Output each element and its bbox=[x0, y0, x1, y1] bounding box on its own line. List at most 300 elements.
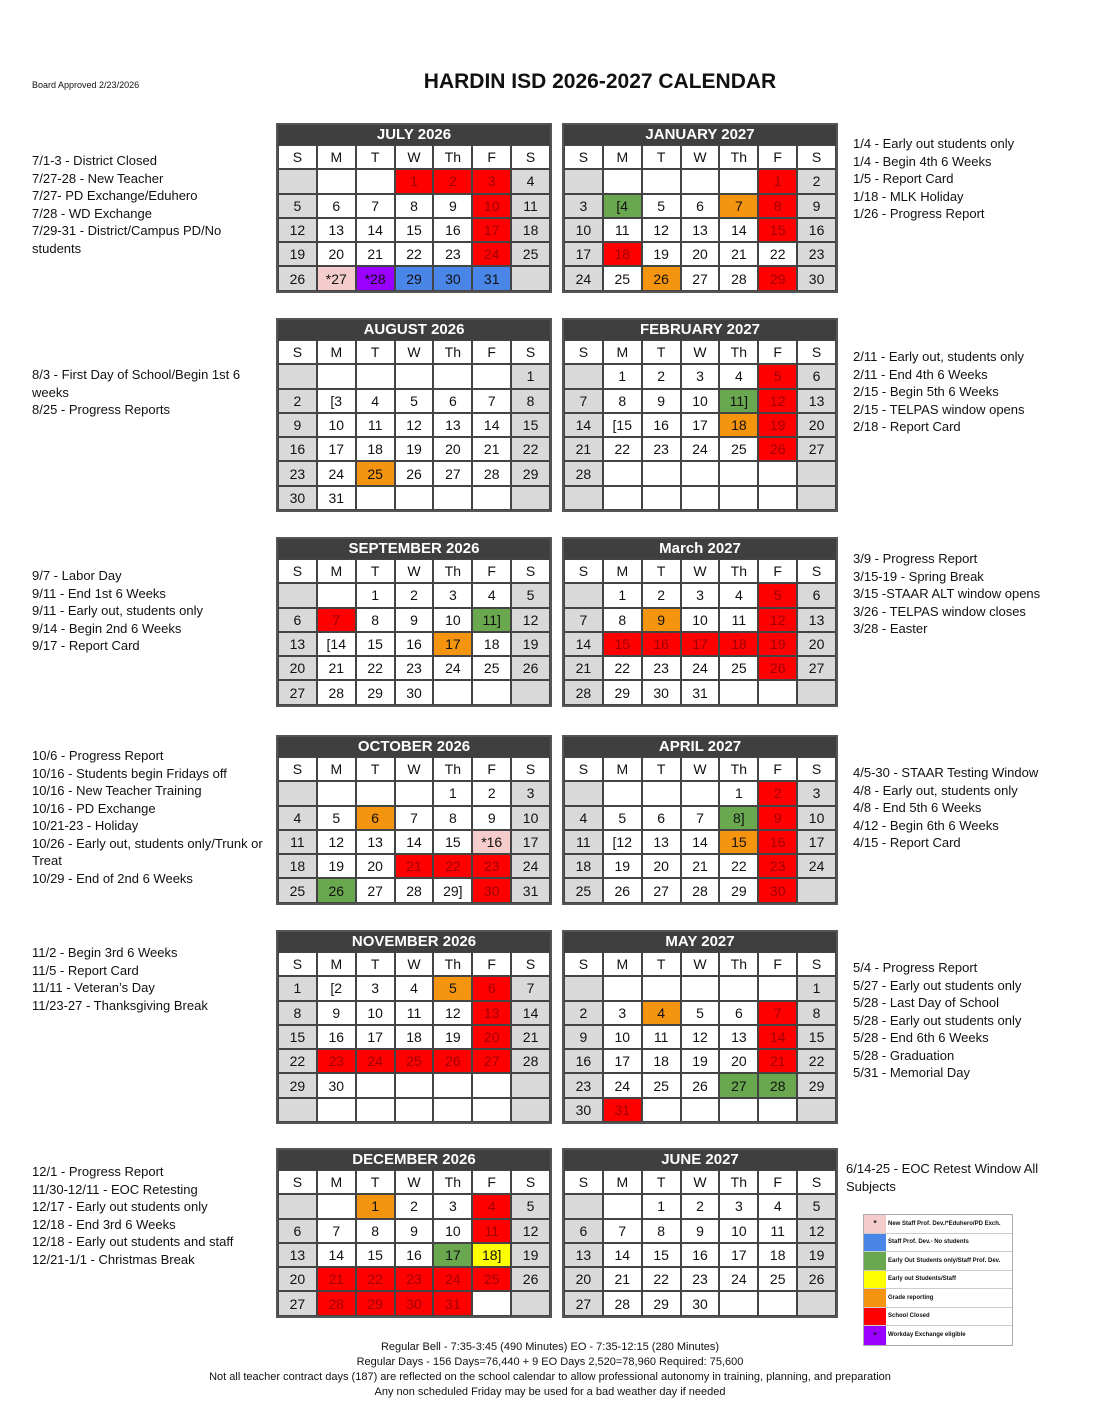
day-cell: 21 bbox=[603, 1267, 642, 1291]
events-list-left: 11/2 - Begin 3rd 6 Weeks 11/5 - Report Card 11/11 - Veteran’s Day 11/23-27 - Thanksgiving Break bbox=[32, 945, 208, 1013]
day-cell: 11 bbox=[642, 1025, 681, 1049]
day-cell: 8 bbox=[797, 1001, 836, 1025]
day-cell: 3 bbox=[433, 583, 472, 607]
day-cell: 21 bbox=[317, 656, 356, 680]
day-cell: 9 bbox=[395, 608, 434, 632]
day-cell: 10 bbox=[356, 1001, 395, 1025]
day-cell: 22 bbox=[278, 1049, 317, 1073]
weekday-header: M bbox=[603, 559, 642, 583]
day-cell: 12 bbox=[511, 1219, 550, 1243]
day-cell: 31 bbox=[603, 1098, 642, 1122]
day-cell: 26 bbox=[642, 266, 681, 290]
weekday-header: M bbox=[317, 1170, 356, 1194]
events-list-right: 1/4 - Early out students only 1/4 - Begin 4th 6 Weeks 1/5 - Report Card 1/18 - MLK Holiday 1/26 - Progress Report bbox=[853, 136, 1015, 221]
footer-line: Any non scheduled Friday may be used for a bad weather day if needed bbox=[374, 1386, 726, 1398]
day-cell: 20 bbox=[278, 1267, 317, 1291]
day-cell: 17 bbox=[681, 632, 720, 656]
legend-swatch bbox=[864, 1252, 886, 1270]
month-calendar bbox=[562, 537, 838, 707]
day-cell: 1 bbox=[356, 1194, 395, 1218]
day-cell: 26 bbox=[278, 266, 317, 290]
day-cell: 23 bbox=[433, 242, 472, 266]
day-cell: 24 bbox=[719, 1267, 758, 1291]
day-cell: 4 bbox=[472, 583, 511, 607]
day-cell: 8] bbox=[719, 806, 758, 830]
day-cell: 1 bbox=[642, 1194, 681, 1218]
day-cell: 19 bbox=[511, 1243, 550, 1267]
day-cell: 25 bbox=[278, 878, 317, 902]
day-cell bbox=[278, 781, 317, 805]
day-cell: 7 bbox=[564, 608, 603, 632]
day-cell: 28 bbox=[317, 1291, 356, 1315]
day-cell: 16 bbox=[317, 1025, 356, 1049]
day-cell: 28 bbox=[317, 680, 356, 704]
day-cell: 15 bbox=[356, 1243, 395, 1267]
day-cell: 27 bbox=[719, 1073, 758, 1097]
month-grid bbox=[564, 1170, 836, 1316]
day-cell: 10 bbox=[472, 194, 511, 218]
day-cell: 29 bbox=[758, 266, 797, 290]
day-cell: 19 bbox=[433, 1025, 472, 1049]
weekday-header: S bbox=[511, 952, 550, 976]
weekday-header: S bbox=[797, 340, 836, 364]
weekday-header: S bbox=[278, 145, 317, 169]
weekday-header: Th bbox=[433, 952, 472, 976]
month-grid bbox=[564, 559, 836, 705]
day-cell bbox=[356, 169, 395, 193]
day-cell: 23 bbox=[472, 854, 511, 878]
month-title: SEPTEMBER 2026 bbox=[278, 539, 550, 559]
day-cell: 28 bbox=[395, 878, 434, 902]
weekday-header: S bbox=[797, 1170, 836, 1194]
day-cell: 30 bbox=[472, 878, 511, 902]
day-cell: 25 bbox=[642, 1073, 681, 1097]
weekday-header: S bbox=[797, 145, 836, 169]
day-cell bbox=[278, 583, 317, 607]
day-cell: [4 bbox=[603, 194, 642, 218]
day-cell bbox=[681, 461, 720, 485]
day-cell bbox=[356, 486, 395, 510]
day-cell: 18 bbox=[719, 413, 758, 437]
day-cell: 26 bbox=[603, 878, 642, 902]
legend-label: Early out Students/Staff bbox=[888, 1276, 957, 1283]
day-cell: 4 bbox=[719, 364, 758, 388]
day-cell: 18 bbox=[278, 854, 317, 878]
day-cell: 20 bbox=[642, 854, 681, 878]
day-cell: 25 bbox=[603, 266, 642, 290]
day-cell: 2 bbox=[395, 1194, 434, 1218]
day-cell: 1 bbox=[356, 583, 395, 607]
day-cell bbox=[317, 364, 356, 388]
day-cell: 14 bbox=[356, 218, 395, 242]
day-cell: 6 bbox=[317, 194, 356, 218]
day-cell: 13 bbox=[278, 1243, 317, 1267]
weekday-header: M bbox=[603, 145, 642, 169]
weekday-header: F bbox=[472, 145, 511, 169]
weekday-header: F bbox=[472, 1170, 511, 1194]
day-cell: 13 bbox=[719, 1025, 758, 1049]
day-cell bbox=[317, 781, 356, 805]
day-cell: 13 bbox=[642, 830, 681, 854]
day-cell: 5 bbox=[433, 976, 472, 1000]
day-cell: 14 bbox=[395, 830, 434, 854]
day-cell: 17 bbox=[356, 1025, 395, 1049]
day-cell bbox=[472, 1291, 511, 1315]
weekday-header: M bbox=[603, 757, 642, 781]
day-cell: 15 bbox=[511, 413, 550, 437]
color-legend bbox=[863, 1214, 1013, 1346]
day-cell bbox=[642, 461, 681, 485]
day-cell bbox=[317, 1098, 356, 1122]
day-cell: 22 bbox=[395, 242, 434, 266]
day-cell: 14 bbox=[564, 632, 603, 656]
day-cell bbox=[564, 169, 603, 193]
day-cell: 18 bbox=[603, 242, 642, 266]
month-calendar bbox=[276, 735, 552, 905]
day-cell: 26 bbox=[317, 878, 356, 902]
day-cell: 21 bbox=[564, 437, 603, 461]
day-cell bbox=[719, 486, 758, 510]
day-cell: 15 bbox=[433, 830, 472, 854]
weekday-header: F bbox=[758, 1170, 797, 1194]
day-cell: 9 bbox=[681, 1219, 720, 1243]
day-cell bbox=[356, 1098, 395, 1122]
day-cell bbox=[433, 364, 472, 388]
legend-label: Grade reporting bbox=[888, 1294, 934, 1301]
day-cell: 20 bbox=[472, 1025, 511, 1049]
day-cell: 24 bbox=[681, 437, 720, 461]
day-cell: 22 bbox=[603, 437, 642, 461]
day-cell bbox=[395, 1073, 434, 1097]
day-cell: 16 bbox=[642, 632, 681, 656]
weekday-header: W bbox=[395, 340, 434, 364]
day-cell: 4 bbox=[642, 1001, 681, 1025]
weekday-header: T bbox=[356, 1170, 395, 1194]
day-cell: 17 bbox=[317, 437, 356, 461]
day-cell: 31 bbox=[472, 266, 511, 290]
day-cell: 18 bbox=[758, 1243, 797, 1267]
day-cell: 7 bbox=[472, 389, 511, 413]
day-cell: 25 bbox=[472, 1267, 511, 1291]
day-cell: 13 bbox=[797, 608, 836, 632]
weekday-header: F bbox=[758, 757, 797, 781]
weekday-header: S bbox=[278, 340, 317, 364]
day-cell: 14 bbox=[317, 1243, 356, 1267]
month-title: FEBRUARY 2027 bbox=[564, 320, 836, 340]
day-cell: 25 bbox=[758, 1267, 797, 1291]
day-cell: 23 bbox=[642, 656, 681, 680]
day-cell bbox=[472, 1073, 511, 1097]
day-cell: 6 bbox=[356, 806, 395, 830]
day-cell bbox=[472, 486, 511, 510]
day-cell: 30 bbox=[433, 266, 472, 290]
weekday-header: Th bbox=[719, 757, 758, 781]
day-cell bbox=[797, 1098, 836, 1122]
weekday-header: W bbox=[681, 340, 720, 364]
month-calendar bbox=[562, 930, 838, 1124]
day-cell: 5 bbox=[511, 1194, 550, 1218]
events-list-right: 4/5-30 - STAAR Testing Window 4/8 - Early out, students only 4/8 - End 5th 6 Weeks 4/12 - Begin 6th 6 Weeks 4/15 - Report Card bbox=[853, 765, 1039, 850]
day-cell bbox=[356, 364, 395, 388]
weekday-header: T bbox=[642, 1170, 681, 1194]
day-cell: 1 bbox=[511, 364, 550, 388]
legend-swatch: * bbox=[864, 1326, 886, 1345]
day-cell: 26 bbox=[433, 1049, 472, 1073]
day-cell: 5 bbox=[642, 194, 681, 218]
day-cell: 11 bbox=[472, 1219, 511, 1243]
day-cell: 2 bbox=[278, 389, 317, 413]
day-cell: 13 bbox=[278, 632, 317, 656]
day-cell: 22 bbox=[719, 854, 758, 878]
footer bbox=[0, 1340, 1100, 1400]
weekday-header: F bbox=[758, 340, 797, 364]
day-cell: 11 bbox=[395, 1001, 434, 1025]
day-cell: 6 bbox=[681, 194, 720, 218]
day-cell bbox=[317, 1194, 356, 1218]
day-cell: 31 bbox=[511, 878, 550, 902]
day-cell: 13 bbox=[317, 218, 356, 242]
day-cell: 22 bbox=[758, 242, 797, 266]
weekday-header: T bbox=[642, 145, 681, 169]
day-cell: 1 bbox=[433, 781, 472, 805]
day-cell: 9 bbox=[797, 194, 836, 218]
day-cell: 4 bbox=[511, 169, 550, 193]
weekday-header: W bbox=[395, 145, 434, 169]
day-cell: 24 bbox=[433, 1267, 472, 1291]
day-cell: 17 bbox=[433, 632, 472, 656]
day-cell: 22 bbox=[642, 1267, 681, 1291]
day-cell: 1 bbox=[797, 976, 836, 1000]
month-title: OCTOBER 2026 bbox=[278, 737, 550, 757]
day-cell: 6 bbox=[278, 1219, 317, 1243]
day-cell bbox=[356, 1073, 395, 1097]
day-cell bbox=[511, 486, 550, 510]
day-cell bbox=[564, 364, 603, 388]
day-cell bbox=[395, 486, 434, 510]
weekday-header: S bbox=[278, 559, 317, 583]
footer-line: Regular Days - 156 Days=76,440 + 9 EO Days 2,520=78,960 Required: 75,600 bbox=[356, 1356, 744, 1368]
day-cell: 10 bbox=[564, 218, 603, 242]
day-cell: 29 bbox=[395, 266, 434, 290]
weekday-header: S bbox=[564, 145, 603, 169]
weekday-header: T bbox=[356, 145, 395, 169]
day-cell: 12 bbox=[278, 218, 317, 242]
events-list-left: 8/3 - First Day of School/Begin 1st 6 weeks 8/25 - Progress Reports bbox=[32, 367, 241, 417]
day-cell: 16 bbox=[681, 1243, 720, 1267]
day-cell: 28 bbox=[758, 1073, 797, 1097]
day-cell: 30 bbox=[642, 680, 681, 704]
day-cell bbox=[564, 976, 603, 1000]
day-cell bbox=[758, 1291, 797, 1315]
day-cell bbox=[758, 1098, 797, 1122]
day-cell bbox=[681, 781, 720, 805]
day-cell: 23 bbox=[278, 461, 317, 485]
day-cell: 13 bbox=[472, 1001, 511, 1025]
day-cell: 11 bbox=[603, 218, 642, 242]
day-cell: 28 bbox=[511, 1049, 550, 1073]
day-cell: 30 bbox=[758, 878, 797, 902]
day-cell: 16 bbox=[797, 218, 836, 242]
month-title: NOVEMBER 2026 bbox=[278, 932, 550, 952]
day-cell: 26 bbox=[511, 1267, 550, 1291]
day-cell: 8 bbox=[642, 1219, 681, 1243]
day-cell: 8 bbox=[356, 1219, 395, 1243]
weekday-header: M bbox=[317, 952, 356, 976]
day-cell: 15 bbox=[719, 830, 758, 854]
board-approved-date: Board Approved 2/23/2026 bbox=[32, 80, 140, 90]
day-cell bbox=[719, 976, 758, 1000]
day-cell: 3 bbox=[681, 583, 720, 607]
day-cell bbox=[472, 680, 511, 704]
day-cell: 10 bbox=[719, 1219, 758, 1243]
legend-item bbox=[864, 1271, 1012, 1290]
month-title: JULY 2026 bbox=[278, 125, 550, 145]
day-cell bbox=[681, 1098, 720, 1122]
day-cell bbox=[797, 680, 836, 704]
day-cell bbox=[433, 1098, 472, 1122]
month-grid bbox=[564, 340, 836, 510]
day-cell: 16 bbox=[395, 1243, 434, 1267]
weekday-header: T bbox=[642, 559, 681, 583]
day-cell: 28 bbox=[564, 461, 603, 485]
month-grid bbox=[278, 340, 550, 510]
day-cell: 8 bbox=[395, 194, 434, 218]
day-cell: 17 bbox=[472, 218, 511, 242]
day-cell: 2 bbox=[564, 1001, 603, 1025]
day-cell: 10 bbox=[511, 806, 550, 830]
day-cell: 30 bbox=[564, 1098, 603, 1122]
day-cell: 18 bbox=[395, 1025, 434, 1049]
day-cell: 30 bbox=[395, 1291, 434, 1315]
day-cell: 1 bbox=[603, 583, 642, 607]
day-cell: 29 bbox=[278, 1073, 317, 1097]
day-cell: 24 bbox=[564, 266, 603, 290]
day-cell: 16 bbox=[758, 830, 797, 854]
day-cell: 9 bbox=[472, 806, 511, 830]
month-title: JUNE 2027 bbox=[564, 1150, 836, 1170]
day-cell: 3 bbox=[719, 1194, 758, 1218]
day-cell bbox=[719, 461, 758, 485]
weekday-header: T bbox=[356, 340, 395, 364]
day-cell: 10 bbox=[433, 1219, 472, 1243]
day-cell: 24 bbox=[433, 656, 472, 680]
day-cell: 8 bbox=[603, 608, 642, 632]
weekday-header: S bbox=[564, 952, 603, 976]
weekday-header: F bbox=[758, 952, 797, 976]
day-cell: 10 bbox=[681, 608, 720, 632]
day-cell: 19 bbox=[681, 1049, 720, 1073]
day-cell: 21 bbox=[719, 242, 758, 266]
day-cell: 17 bbox=[564, 242, 603, 266]
day-cell: 23 bbox=[317, 1049, 356, 1073]
legend-swatch bbox=[864, 1289, 886, 1307]
day-cell: 14 bbox=[564, 413, 603, 437]
footer-line: Not all teacher contract days (187) are reflected on the school calendar to allow professional autonomy in training, planning, and preparation bbox=[209, 1371, 891, 1383]
day-cell bbox=[603, 781, 642, 805]
month-grid bbox=[278, 1170, 550, 1316]
day-cell bbox=[719, 1291, 758, 1315]
day-cell: 6 bbox=[642, 806, 681, 830]
day-cell: 23 bbox=[758, 854, 797, 878]
day-cell: 28 bbox=[681, 878, 720, 902]
day-cell: 19 bbox=[317, 854, 356, 878]
day-cell: 21 bbox=[356, 242, 395, 266]
weekday-header: M bbox=[317, 559, 356, 583]
day-cell: 9 bbox=[564, 1025, 603, 1049]
day-cell: 4 bbox=[356, 389, 395, 413]
day-cell: 12 bbox=[681, 1025, 720, 1049]
day-cell: 21 bbox=[472, 437, 511, 461]
day-cell: 3 bbox=[681, 364, 720, 388]
day-cell: 17 bbox=[719, 1243, 758, 1267]
weekday-header: F bbox=[758, 559, 797, 583]
day-cell bbox=[395, 1098, 434, 1122]
day-cell bbox=[511, 1073, 550, 1097]
weekday-header: T bbox=[356, 952, 395, 976]
day-cell: 19 bbox=[642, 242, 681, 266]
day-cell: 20 bbox=[278, 656, 317, 680]
day-cell: 26 bbox=[681, 1073, 720, 1097]
month-calendar bbox=[276, 123, 552, 293]
weekday-header: W bbox=[395, 1170, 434, 1194]
legend-item bbox=[864, 1234, 1012, 1253]
day-cell: 13 bbox=[433, 413, 472, 437]
day-cell: 7 bbox=[758, 1001, 797, 1025]
day-cell bbox=[511, 1291, 550, 1315]
day-cell bbox=[278, 169, 317, 193]
day-cell: 20 bbox=[317, 242, 356, 266]
day-cell: 13 bbox=[681, 218, 720, 242]
day-cell: 20 bbox=[681, 242, 720, 266]
day-cell bbox=[642, 781, 681, 805]
weekday-header: Th bbox=[719, 1170, 758, 1194]
day-cell: 21 bbox=[564, 656, 603, 680]
day-cell: 25 bbox=[356, 461, 395, 485]
day-cell: 7 bbox=[511, 976, 550, 1000]
day-cell: 11] bbox=[472, 608, 511, 632]
day-cell: 30 bbox=[317, 1073, 356, 1097]
day-cell: 10 bbox=[681, 389, 720, 413]
day-cell: 17 bbox=[681, 413, 720, 437]
day-cell: 19 bbox=[603, 854, 642, 878]
day-cell: 16 bbox=[433, 218, 472, 242]
day-cell: 17 bbox=[511, 830, 550, 854]
weekday-header: Th bbox=[719, 559, 758, 583]
day-cell: 30 bbox=[681, 1291, 720, 1315]
day-cell bbox=[278, 1098, 317, 1122]
weekday-header: S bbox=[511, 559, 550, 583]
day-cell: *27 bbox=[317, 266, 356, 290]
weekday-header: Th bbox=[433, 757, 472, 781]
month-title: MAY 2027 bbox=[564, 932, 836, 952]
day-cell: 24 bbox=[356, 1049, 395, 1073]
day-cell: 20 bbox=[797, 413, 836, 437]
weekday-header: Th bbox=[433, 559, 472, 583]
day-cell: 28 bbox=[719, 266, 758, 290]
day-cell: 8 bbox=[278, 1001, 317, 1025]
day-cell: 7 bbox=[603, 1219, 642, 1243]
day-cell: 22 bbox=[603, 656, 642, 680]
day-cell: 29 bbox=[719, 878, 758, 902]
day-cell: 21 bbox=[395, 854, 434, 878]
day-cell: 29 bbox=[356, 680, 395, 704]
day-cell: 27 bbox=[797, 437, 836, 461]
legend-item bbox=[864, 1252, 1012, 1271]
day-cell: 31 bbox=[433, 1291, 472, 1315]
day-cell: 15 bbox=[797, 1025, 836, 1049]
day-cell: 4 bbox=[564, 806, 603, 830]
day-cell bbox=[758, 486, 797, 510]
